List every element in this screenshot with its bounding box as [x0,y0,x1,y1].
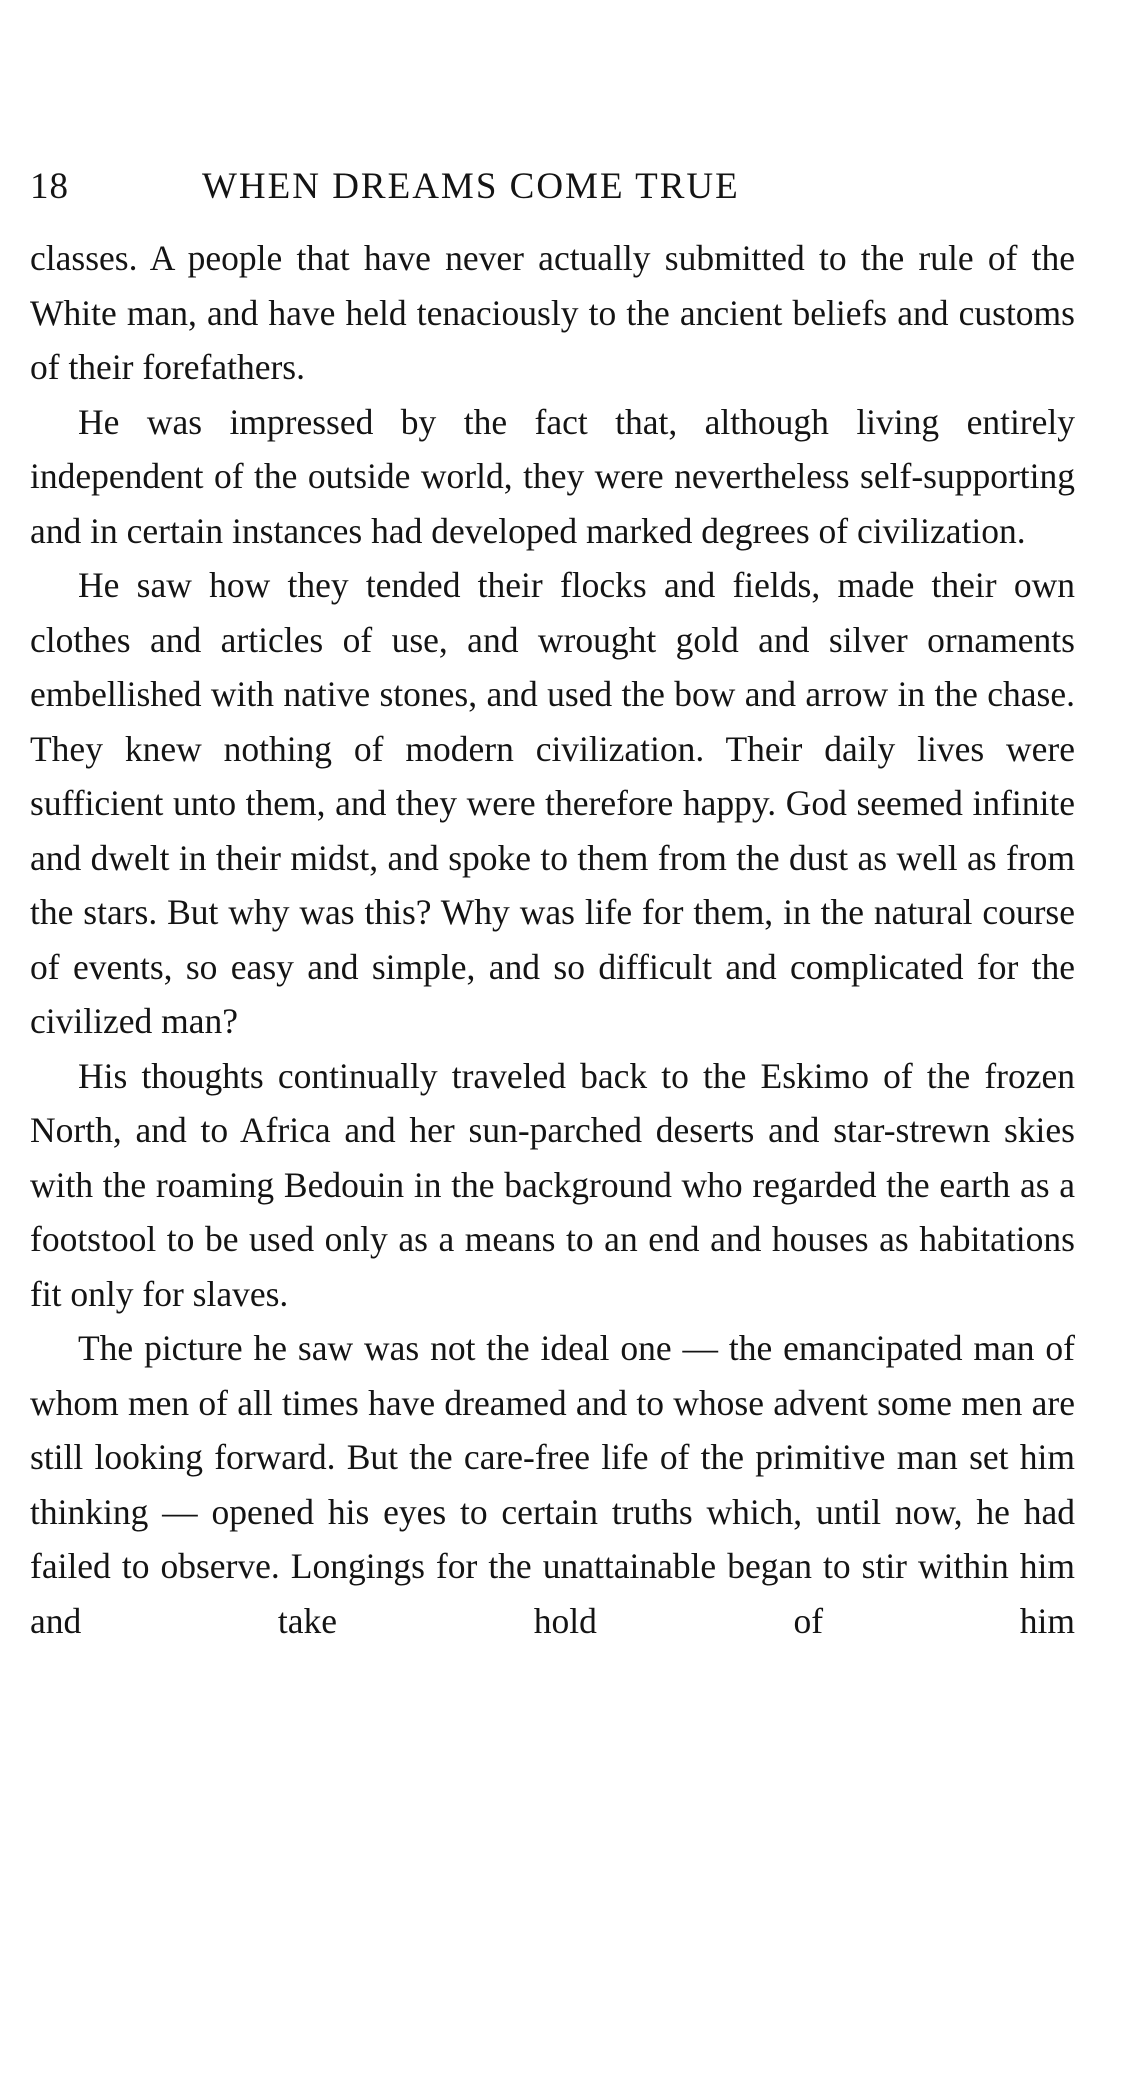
book-page [30,165,1075,1648]
body-text [30,231,1075,1648]
paragraph-5: The picture he saw was not the ideal one — the emancipated man of whom men of all times have dreamed and to whose advent some men are still looking forward. But the care-free life of the primitive man set him thinking — opened his eyes to certain truths which, until now, he had failed to observe. Longings for the unattainable began to stir within him and take hold of him [30,1328,1075,1641]
paragraph-3: He saw how they tended their flocks and fields, made their own clothes and articles of use, and wrought gold and silver ornaments embellished with native stones, and used the bow and arrow in the chase. They knew nothing of modern civilization. Their daily lives were sufficient unto them, and they were therefore happy. God seemed infinite and dwelt in their midst, and spoke to them from the dust as well as from the stars. But why was this? Why was life for them, in the natural course of events, so easy and simple, and so difficult and complicated for the civilized man? [30,565,1075,1041]
paragraph-1: classes. A people that have never actually submitted to the rule of the White man, and have held tenaciously to the ancient beliefs and customs of their forefathers. [30,238,1075,387]
page-number: 18 [30,166,69,207]
running-title: WHEN DREAMS COME TRUE [202,166,740,207]
paragraph-2: He was impressed by the fact that, although living entirely independent of the outside world, they were nevertheless self-supporting and in certain instances had developed marked degrees of civilization. [30,401,1075,551]
paragraph-4: His thoughts continually traveled back to the Eskimo of the frozen North, and to Africa and her sun-parched deserts and star-strewn skies with the roaming Bedouin in the background who regarded the earth as a footstool to be used only as a means to an end and houses as habitations fit only for slaves. [30,1055,1075,1314]
page-header [30,165,1075,225]
